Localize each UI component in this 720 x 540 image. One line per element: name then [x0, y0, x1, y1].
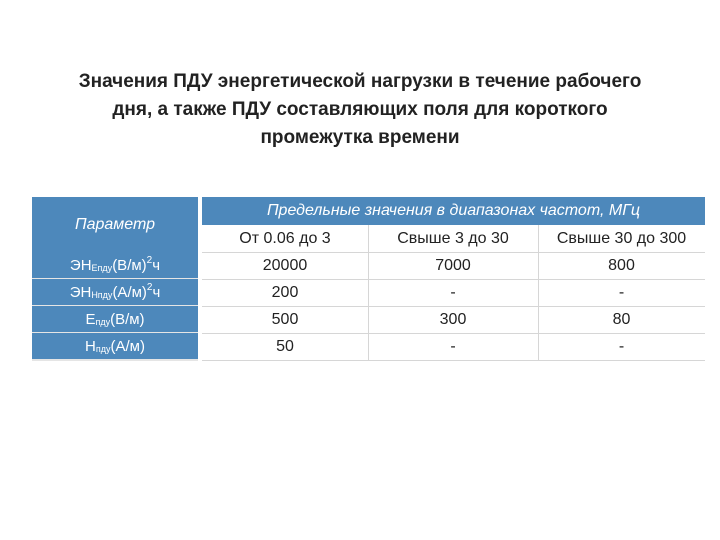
parameter-unit: (В/м) — [110, 310, 145, 328]
table-cell: 7000 — [435, 256, 471, 274]
parameter-unit: (В/м) — [112, 256, 147, 274]
table-cell: 200 — [271, 283, 299, 301]
frequency-range-header: Предельные значения в диапазонах частот, МГц — [202, 197, 705, 225]
parameter-row — [32, 333, 198, 359]
parameter-column — [32, 197, 198, 361]
parameter-unit: (А/м) — [110, 337, 145, 355]
parameter-row — [32, 252, 198, 278]
table-cell: 80 — [612, 310, 631, 328]
parameter-tail: ч — [152, 283, 161, 301]
parameter-superscript: 2 — [146, 281, 153, 293]
table-cell: 300 — [439, 310, 467, 328]
column-header-mid: Свыше 3 до 30 — [397, 229, 509, 247]
table-cell: 50 — [276, 337, 294, 355]
row-divider — [202, 360, 705, 361]
parameter-base: Н — [85, 337, 96, 355]
limits-table — [32, 197, 705, 361]
parameter-base: ЭН — [69, 256, 92, 274]
table-cell: 20000 — [262, 256, 308, 274]
parameter-base: Е — [85, 310, 96, 328]
column-header-low: От 0.06 до 3 — [239, 229, 331, 247]
parameter-row — [32, 279, 198, 305]
table-cell: 800 — [608, 256, 635, 274]
parameter-base: ЭН — [69, 283, 92, 301]
table-cell: - — [618, 283, 625, 301]
column-header-high: Свыше 30 до 300 — [556, 229, 687, 247]
title-line-1: Значения ПДУ энергетической нагрузки в течение рабочего — [78, 71, 642, 92]
parameter-row — [32, 306, 198, 332]
parameter-subscript: Епду — [91, 263, 113, 273]
parameter-superscript: 2 — [146, 254, 153, 266]
title-line-3: промежутка времени — [260, 127, 460, 148]
table-cell: - — [450, 337, 456, 355]
parameter-subscript: пду — [95, 344, 111, 354]
title-line-2: дня, а также ПДУ составляющих поля для короткого — [112, 99, 608, 120]
parameter-header: Параметр — [32, 197, 198, 252]
table-cell: - — [450, 283, 456, 301]
parameter-tail: ч — [152, 256, 161, 274]
parameter-subscript: Нпду — [91, 290, 113, 300]
parameter-unit: (А/м) — [112, 283, 147, 301]
table-cell: 500 — [271, 310, 299, 328]
slide-title — [20, 68, 700, 152]
parameter-subscript: пду — [95, 317, 111, 327]
values-area — [202, 197, 705, 361]
table-cell: - — [618, 337, 625, 355]
